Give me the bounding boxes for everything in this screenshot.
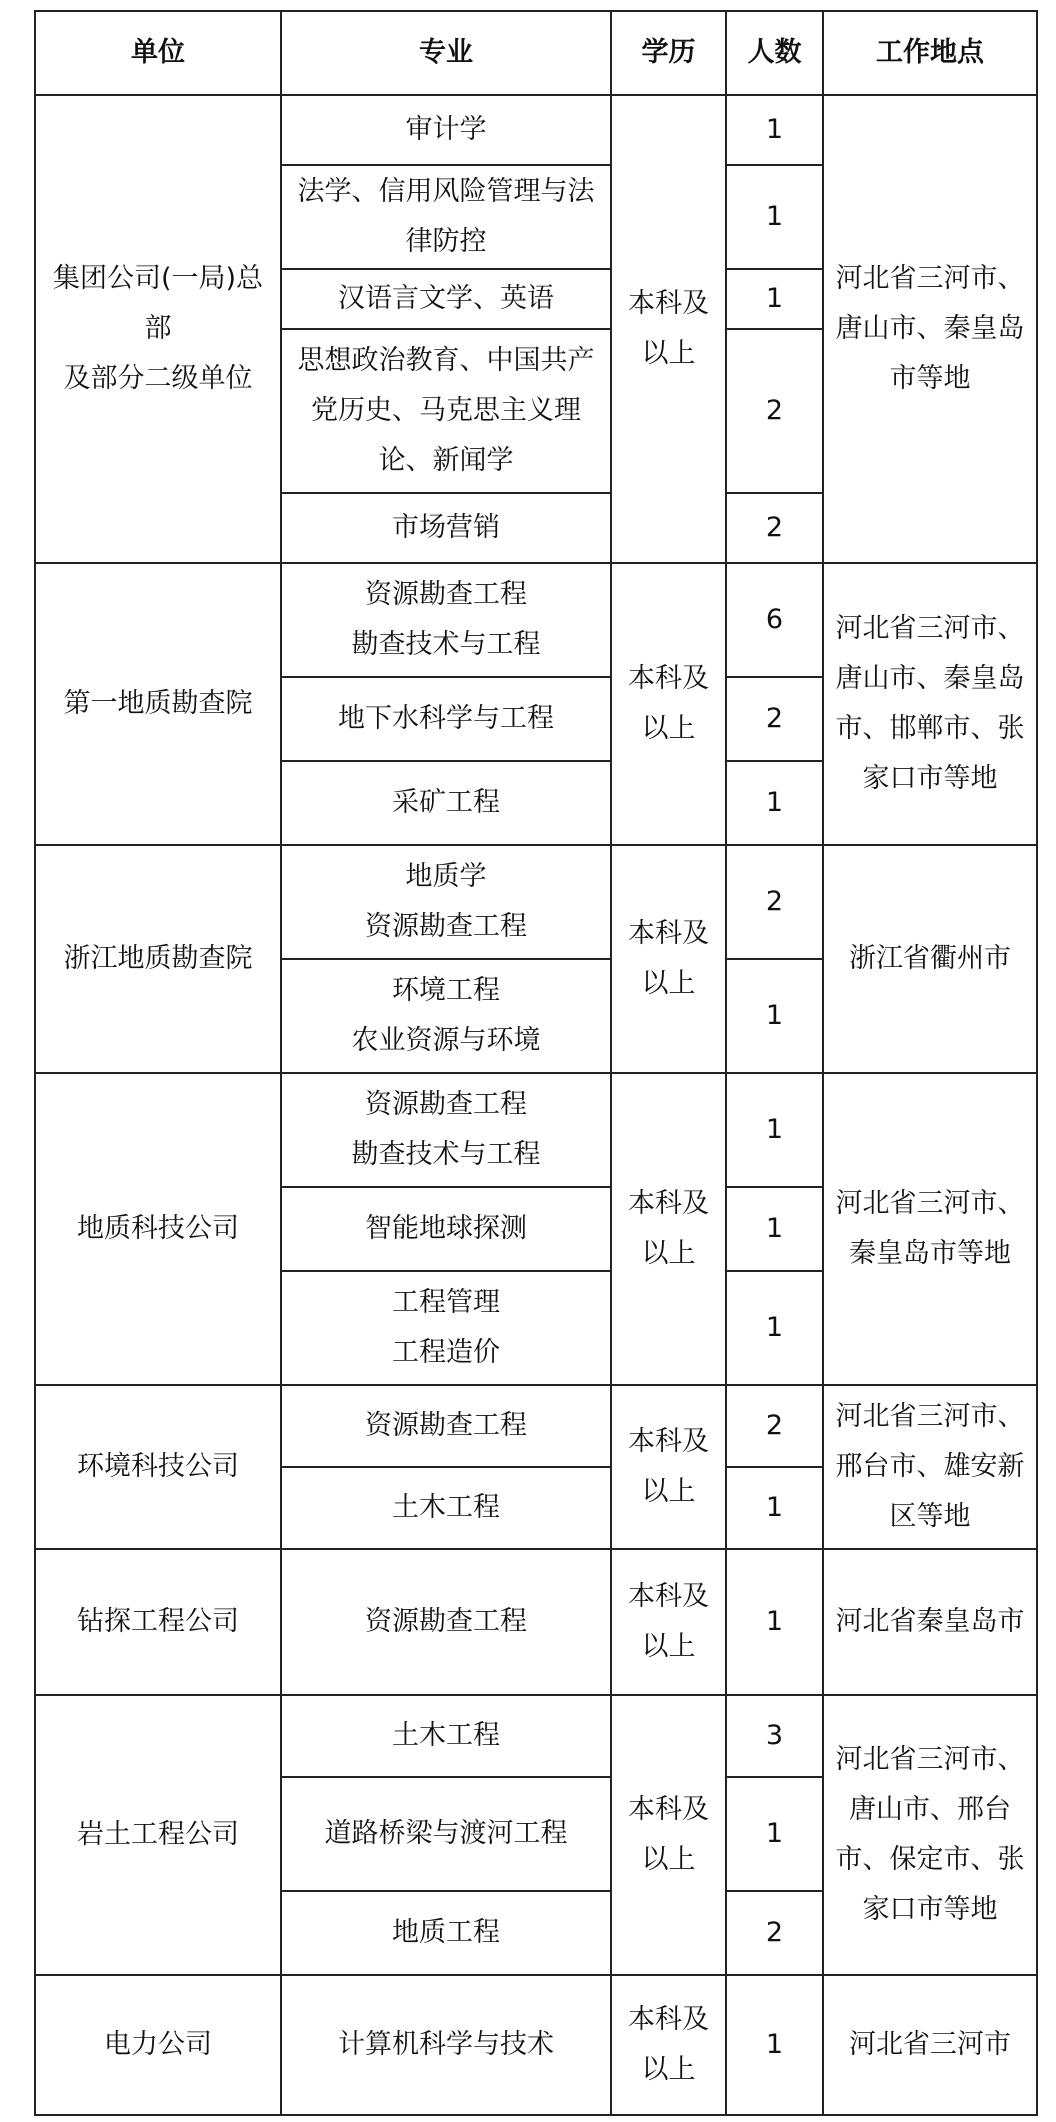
location-cell: 河北省三河市、邢台市、雄安新区等地 — [823, 1385, 1037, 1549]
major-cell: 环境工程 农业资源与环境 — [281, 959, 611, 1073]
location-cell: 河北省三河市、唐山市、秦皇岛市等地 — [823, 95, 1037, 563]
count-cell: 1 — [726, 1975, 823, 2115]
unit-cell: 浙江地质勘查院 — [35, 845, 281, 1073]
major-cell: 资源勘查工程 勘查技术与工程 — [281, 563, 611, 677]
degree-cell: 本科及以上 — [611, 1385, 726, 1549]
major-cell: 资源勘查工程 — [281, 1549, 611, 1695]
major-cell: 道路桥梁与渡河工程 — [281, 1777, 611, 1891]
count-cell: 1 — [726, 1271, 823, 1385]
table-row — [35, 1549, 1037, 1695]
table-row — [35, 95, 1037, 165]
major-cell: 土木工程 — [281, 1467, 611, 1549]
unit-cell: 环境科技公司 — [35, 1385, 281, 1549]
count-cell: 1 — [726, 165, 823, 269]
count-cell: 1 — [726, 761, 823, 845]
unit-cell: 钻探工程公司 — [35, 1549, 281, 1695]
count-cell: 1 — [726, 1777, 823, 1891]
unit-cell: 岩土工程公司 — [35, 1695, 281, 1975]
table-row — [35, 1975, 1037, 2115]
count-cell: 2 — [726, 677, 823, 761]
location-cell: 浙江省衢州市 — [823, 845, 1037, 1073]
major-cell: 地质工程 — [281, 1891, 611, 1975]
major-cell: 资源勘查工程 勘查技术与工程 — [281, 1073, 611, 1187]
major-cell: 思想政治教育、中国共产党历史、马克思主义理论、新闻学 — [281, 329, 611, 493]
major-cell: 市场营销 — [281, 493, 611, 563]
unit-cell: 集团公司(一局)总部 及部分二级单位 — [35, 95, 281, 563]
count-cell: 2 — [726, 493, 823, 563]
unit-cell: 电力公司 — [35, 1975, 281, 2115]
count-cell: 1 — [726, 959, 823, 1073]
header-unit: 单位 — [35, 11, 281, 95]
count-cell: 6 — [726, 563, 823, 677]
header-count: 人数 — [726, 11, 823, 95]
degree-cell: 本科及以上 — [611, 1695, 726, 1975]
degree-cell: 本科及以上 — [611, 563, 726, 845]
count-cell: 1 — [726, 1467, 823, 1549]
degree-cell: 本科及以上 — [611, 1975, 726, 2115]
major-cell: 资源勘查工程 — [281, 1385, 611, 1467]
table-row — [35, 845, 1037, 959]
header-degree: 学历 — [611, 11, 726, 95]
table-row — [35, 1073, 1037, 1187]
unit-cell: 第一地质勘查院 — [35, 563, 281, 845]
location-cell: 河北省三河市、唐山市、秦皇岛市、邯郸市、张家口市等地 — [823, 563, 1037, 845]
count-cell: 2 — [726, 1385, 823, 1467]
degree-cell: 本科及以上 — [611, 1549, 726, 1695]
degree-cell: 本科及以上 — [611, 95, 726, 563]
degree-cell: 本科及以上 — [611, 845, 726, 1073]
location-cell: 河北省三河市、秦皇岛市等地 — [823, 1073, 1037, 1385]
count-cell: 2 — [726, 329, 823, 493]
count-cell: 1 — [726, 1549, 823, 1695]
major-cell: 工程管理 工程造价 — [281, 1271, 611, 1385]
header-location: 工作地点 — [823, 11, 1037, 95]
major-cell: 计算机科学与技术 — [281, 1975, 611, 2115]
major-cell: 汉语言文学、英语 — [281, 269, 611, 329]
location-cell: 河北省三河市、唐山市、邢台市、保定市、张家口市等地 — [823, 1695, 1037, 1975]
major-cell: 智能地球探测 — [281, 1187, 611, 1271]
table-row — [35, 1695, 1037, 1777]
location-cell: 河北省三河市 — [823, 1975, 1037, 2115]
table-row — [35, 563, 1037, 677]
count-cell: 2 — [726, 1891, 823, 1975]
count-cell: 1 — [726, 1187, 823, 1271]
major-cell: 地下水科学与工程 — [281, 677, 611, 761]
header-major: 专业 — [281, 11, 611, 95]
major-cell: 地质学 资源勘查工程 — [281, 845, 611, 959]
count-cell: 3 — [726, 1695, 823, 1777]
count-cell: 1 — [726, 95, 823, 165]
major-cell: 采矿工程 — [281, 761, 611, 845]
major-cell: 审计学 — [281, 95, 611, 165]
unit-cell: 地质科技公司 — [35, 1073, 281, 1385]
count-cell: 1 — [726, 1073, 823, 1187]
major-cell: 法学、信用风险管理与法律防控 — [281, 165, 611, 269]
count-cell: 2 — [726, 845, 823, 959]
table-row — [35, 1385, 1037, 1467]
major-cell: 土木工程 — [281, 1695, 611, 1777]
header-row — [35, 11, 1037, 95]
recruitment-table — [34, 10, 1038, 2116]
location-cell: 河北省秦皇岛市 — [823, 1549, 1037, 1695]
count-cell: 1 — [726, 269, 823, 329]
degree-cell: 本科及以上 — [611, 1073, 726, 1385]
